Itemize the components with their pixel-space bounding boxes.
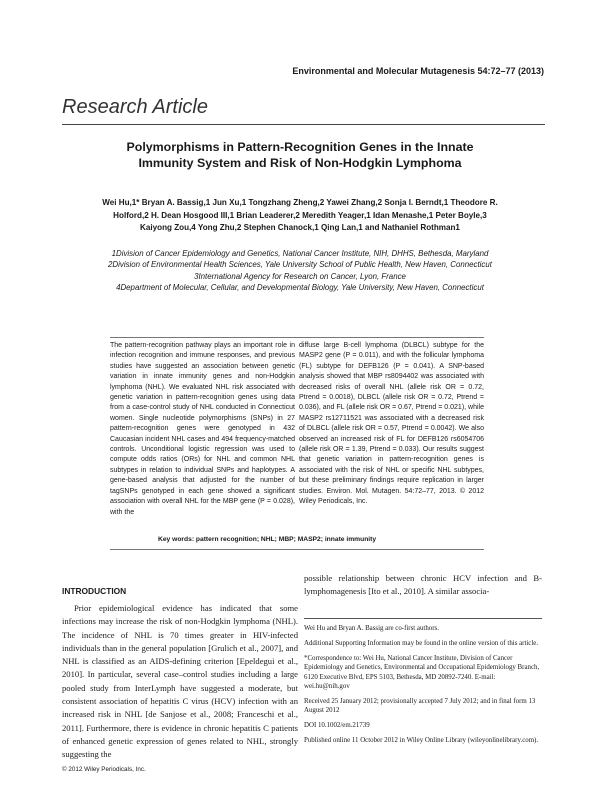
introduction-paragraph: Prior epidemiological evidence has indicated that some infections may increase the risk of non-Hodgkin lymphoma (NHL). The incidence of NHL is 70 times greater in HIV-infected individuals than in the general population [Grulich et al., 2007], and NHL is classified as an AIDS-defining criterion [Epeldegui et al., 2010]. In particular, several case–control studies including a large pooled study from InterLymph have suggested a moderate, but consistent association of hepatitis C virus (HCV) infection with an increased risk in NHL [de Sanjose et al., 2008; Franceschi et al., 2011]. Furthermore, there is evidence in chronic hepatitis C patients of enhanced genetic expression of genes related to NHL, strongly suggesting the — [62, 603, 298, 760]
author-list: Wei Hu,1* Bryan A. Bassig,1 Jun Xu,1 Tongzhang Zheng,2 Yawei Zhang,2 Sonja I. Berndt,1 Theodore R. Holford,2 H. Dean Hosgood III,1 Brian Leaderer,2 Meredith Yeager,1 Idan Menashe,1 Peter Boyle,3 Kaiyong Zou,4 Yong Zhu,2 Stephen Chanock,1 Qing Lan,1 and Nathaniel Rothman1 — [102, 198, 498, 232]
introduction-heading: INTRODUCTION — [62, 586, 127, 596]
footer-copyright: © 2012 Wiley Periodicals, Inc. — [62, 766, 146, 773]
keywords: Key words: pattern recognition; NHL; MBP; MASP2; innate immunity — [158, 536, 377, 543]
abstract-left-column: The pattern-recognition pathway plays an important role in infection recognition and immune responses, and previous studies have suggested an association between genetic variation in innate immunity genes and non-Hodgkin lymphoma (NHL). We evaluated NHL risk associated with genetic variation in pattern-recognition genes using data from a case-control study of NHL conducted in Connecticut women. Single nucleotide polymorphisms (SNPs) in 27 pattern-recognition genes were genotyped in 432 Caucasian incident NHL cases and 494 frequency-matched controls. Unconditional logistic regression was used to compute odds ratios (ORs) for NHL and common NHL subtypes in relation to individual SNPs and haplotypes. A gene-based analysis that adjusted for the number of tagSNPs genotyped in each gene showed a significant association with overall NHL for the MBP gene (P = 0.028), with the — [110, 342, 295, 516]
abstract-rule-bottom — [110, 549, 484, 550]
article-title: Polymorphisms in Pattern-Recognition Genes in the Innate Immunity System and Risk of Non-Hodgkin Lymphoma — [126, 140, 474, 170]
abstract-right-column: diffuse large B-cell lymphoma (DLBCL) subtype for the MASP2 gene (P = 0.011), and with the follicular lymphoma (FL) subtype for DEFB126 (P = 0.041). A SNP-based analysis showed that MBP rs8094402 was associated with decreased risks of overall NHL (allele risk OR = 0.72, Ptrend = 0.0018), DLBCL (allele risk OR = 0.72, Ptrend = 0.036), and FL (allele risk OR = 0.67, Ptrend = 0.021), while MASP2 rs12711521 was associated with a decreased risk of DLBCL (allele risk OR = 0.57, Ptrend = 0.0042). We also observed an increased risk of FL for DEFB126 rs6054706 (allele risk OR = 1.39, Ptrend = 0.033). Our results suggest that genetic variation in pattern-recognition genes is associated with the risk of NHL or specific NHL subtypes, but these preliminary findings require replication in larger studies. Environ. Mol. Mutagen. 54:72–77, 2013. © 2012 Wiley Periodicals, Inc. — [299, 342, 484, 506]
footnote-doi: DOI 10.1002/em.21739 — [304, 722, 370, 730]
footnote-correspondence: *Correspondence to: Wei Hu, National Cancer Institute, Division of Cancer Epidemiology and Genetics, Environmental and Occupational Epidemiology Branch, 6120 Executive Blvd, EPS 5103, Bethesda, MD 20892-7240. E-mail: wei.hu@nih.gov — [304, 654, 540, 691]
affiliations: 1Division of Cancer Epidemiology and Genetics, National Cancer Institute, NIH, DHHS, Bethesda, Maryland 2Division of Environmental Health Sciences, Yale University School of Public Health, New Haven, Connecticut 3International Agency for Research on Cancer, Lyon, France 4Department of Molecular, Cellular, and Developmental Biology, Yale University, New Haven, Connecticut — [108, 249, 492, 293]
footnote-received: Received 25 January 2012; provisionally accepted 7 July 2012; and in final form 13 August 2012 — [304, 697, 536, 715]
journal-citation: Environmental and Molecular Mutagenesis 54:72–77 (2013) — [292, 66, 544, 76]
footnote-rule — [304, 618, 542, 619]
footnotes — [304, 624, 542, 751]
footnote-supporting-info: Additional Supporting Information may be found in the online version of this article. — [304, 639, 539, 647]
header-rule — [62, 124, 545, 125]
footnote-cofirst: Wei Hu and Bryan A. Bassig are co-first authors. — [304, 625, 439, 632]
footnote-published: Published online 11 October 2012 in Wiley Online Library (wileyonlinelibrary.com). — [304, 737, 539, 745]
right-column-paragraph: possible relationship between chronic HCV infection and B-lymphomagenesis [Ito et al., 2010]. A similar associa- — [304, 573, 542, 597]
section-title: Research Article — [62, 96, 208, 118]
abstract-rule-top — [110, 337, 484, 338]
